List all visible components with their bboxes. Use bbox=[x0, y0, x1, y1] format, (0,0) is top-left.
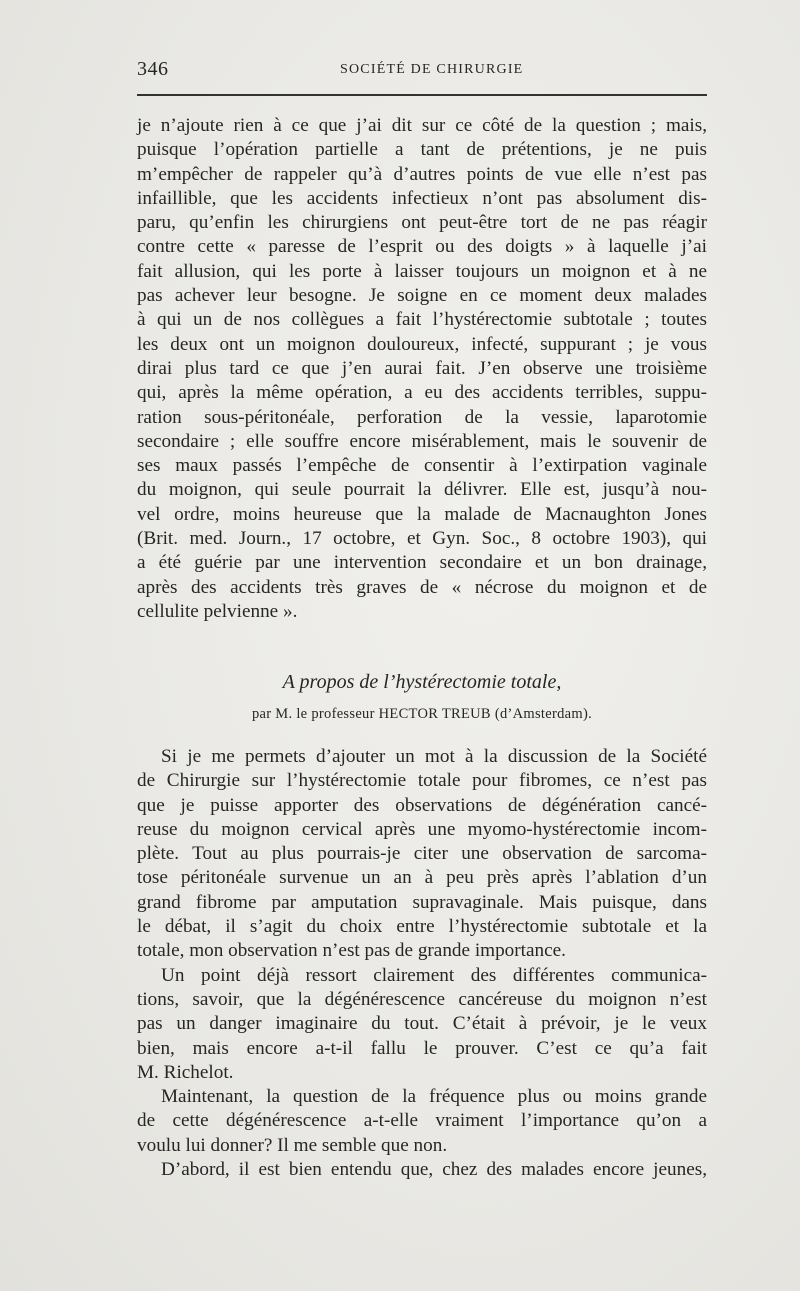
text-line: grand fibrome par amputation supravaginale. Mais puisque, dans bbox=[137, 891, 707, 913]
text-line: M. Richelot. bbox=[137, 1061, 234, 1083]
text-line: plète. Tout au plus pourrais-je citer une observation de sarcoma- bbox=[137, 843, 707, 865]
text-line: m’empêcher de rappeler qu’à d’autres points de vue elle n’est pas bbox=[137, 163, 707, 185]
text-line: que je puisse apporter des observations de dégénération cancé- bbox=[137, 794, 707, 816]
header-rule bbox=[137, 94, 707, 96]
text-line: secondaire ; elle souffre encore misérablement, mais le souvenir de bbox=[137, 430, 707, 452]
text-line: paru, qu’enfin les chirurgiens ont peut-être tort de ne pas réagir bbox=[137, 212, 707, 234]
text-line: Maintenant, la question de la fréquence plus ou moins grande bbox=[161, 1086, 707, 1108]
text-line: contre cette « paresse de l’esprit ou des doigts » à laquelle j’ai bbox=[137, 236, 707, 258]
text-line: a été guérie par une intervention secondaire et un bon drainage, bbox=[137, 552, 707, 574]
text-line: totale, mon observation n’est pas de grande importance. bbox=[137, 940, 566, 962]
text-line: à qui un de nos collègues a fait l’hystérectomie subtotale ; toutes bbox=[137, 309, 707, 331]
text-line: ses maux passés l’empêche de consentir à l’extirpation vaginale bbox=[137, 455, 707, 477]
text-line: dirai plus tard ce que j’en aurai fait. J’en observe une troisième bbox=[137, 357, 707, 379]
section-body bbox=[137, 745, 707, 1182]
text-line: fait allusion, qui les porte à laisser toujours un moignon et à ne bbox=[137, 260, 707, 282]
text-line: pas achever leur besogne. Je soigne en ce moment deux malades bbox=[137, 285, 707, 307]
text-line: puisque l’opération partielle a tant de prétentions, je ne puis bbox=[137, 139, 707, 161]
page-number: 346 bbox=[137, 58, 169, 80]
text-line: tose péritonéale survenue un an à peu près après l’ablation d’un bbox=[137, 867, 707, 889]
text-line: après des accidents très graves de « nécrose du moignon et de bbox=[137, 576, 707, 598]
author-byline: par M. le professeur HECTOR TREUB (d’Amsterdam). bbox=[251, 706, 593, 722]
text-line: du moignon, qui seule pourrait la délivrer. Elle est, jusqu’à nou- bbox=[137, 479, 707, 501]
text-line: de Chirurgie sur l’hystérectomie totale pour fibromes, ce n’est pas bbox=[137, 770, 707, 792]
text-line: pas un danger imaginaire du tout. C’était à prévoir, je le veux bbox=[137, 1013, 707, 1035]
text-line: le débat, il s’agit du choix entre l’hystérectomie subtotale et la bbox=[137, 916, 707, 938]
text-line: reuse du moignon cervical après une myomo-hystérectomie incom- bbox=[137, 818, 707, 840]
text-line: voulu lui donner? Il me semble que non. bbox=[137, 1134, 448, 1156]
running-head: SOCIÉTÉ DE CHIRURGIE bbox=[340, 62, 524, 77]
text-line: tions, savoir, que la dégénérescence cancéreuse du moignon n’est bbox=[137, 988, 707, 1010]
section-title: A propos de l’hystérectomie totale, bbox=[282, 671, 562, 693]
text-line: Un point déjà ressort clairement des différentes communica- bbox=[161, 964, 707, 986]
text-line: infaillible, que les accidents infectieux n’ont pas absolument dis- bbox=[137, 187, 707, 209]
text-line: Si je me permets d’ajouter un mot à la discussion de la Société bbox=[161, 746, 707, 767]
text-line: qui, après la même opération, a eu des accidents terribles, suppu- bbox=[137, 382, 707, 404]
text-line: (Brit. med. Journ., 17 octobre, et Gyn. Soc., 8 octobre 1903), qui bbox=[137, 528, 707, 550]
paragraph-continuation bbox=[137, 114, 707, 624]
text-line: D’abord, il est bien entendu que, chez des malades encore jeunes, bbox=[161, 1159, 707, 1181]
text-line: vel ordre, moins heureuse que la malade de Macnaughton Jones bbox=[137, 503, 707, 525]
page-header bbox=[137, 58, 707, 88]
text-line: je n’ajoute rien à ce que j’ai dit sur ce côté de la question ; mais, bbox=[137, 115, 707, 136]
text-line: cellulite pelvienne ». bbox=[137, 600, 298, 622]
text-line: bien, mais encore a-t-il fallu le prouver. C’est ce qu’a fait bbox=[137, 1037, 707, 1059]
text-line: de cette dégénérescence a-t-elle vraiment l’importance qu’on a bbox=[137, 1110, 707, 1132]
text-line: ration sous-péritonéale, perforation de la vessie, laparotomie bbox=[137, 406, 707, 428]
text-line: les deux ont un moignon douloureux, infecté, suppurant ; je vous bbox=[137, 333, 707, 355]
